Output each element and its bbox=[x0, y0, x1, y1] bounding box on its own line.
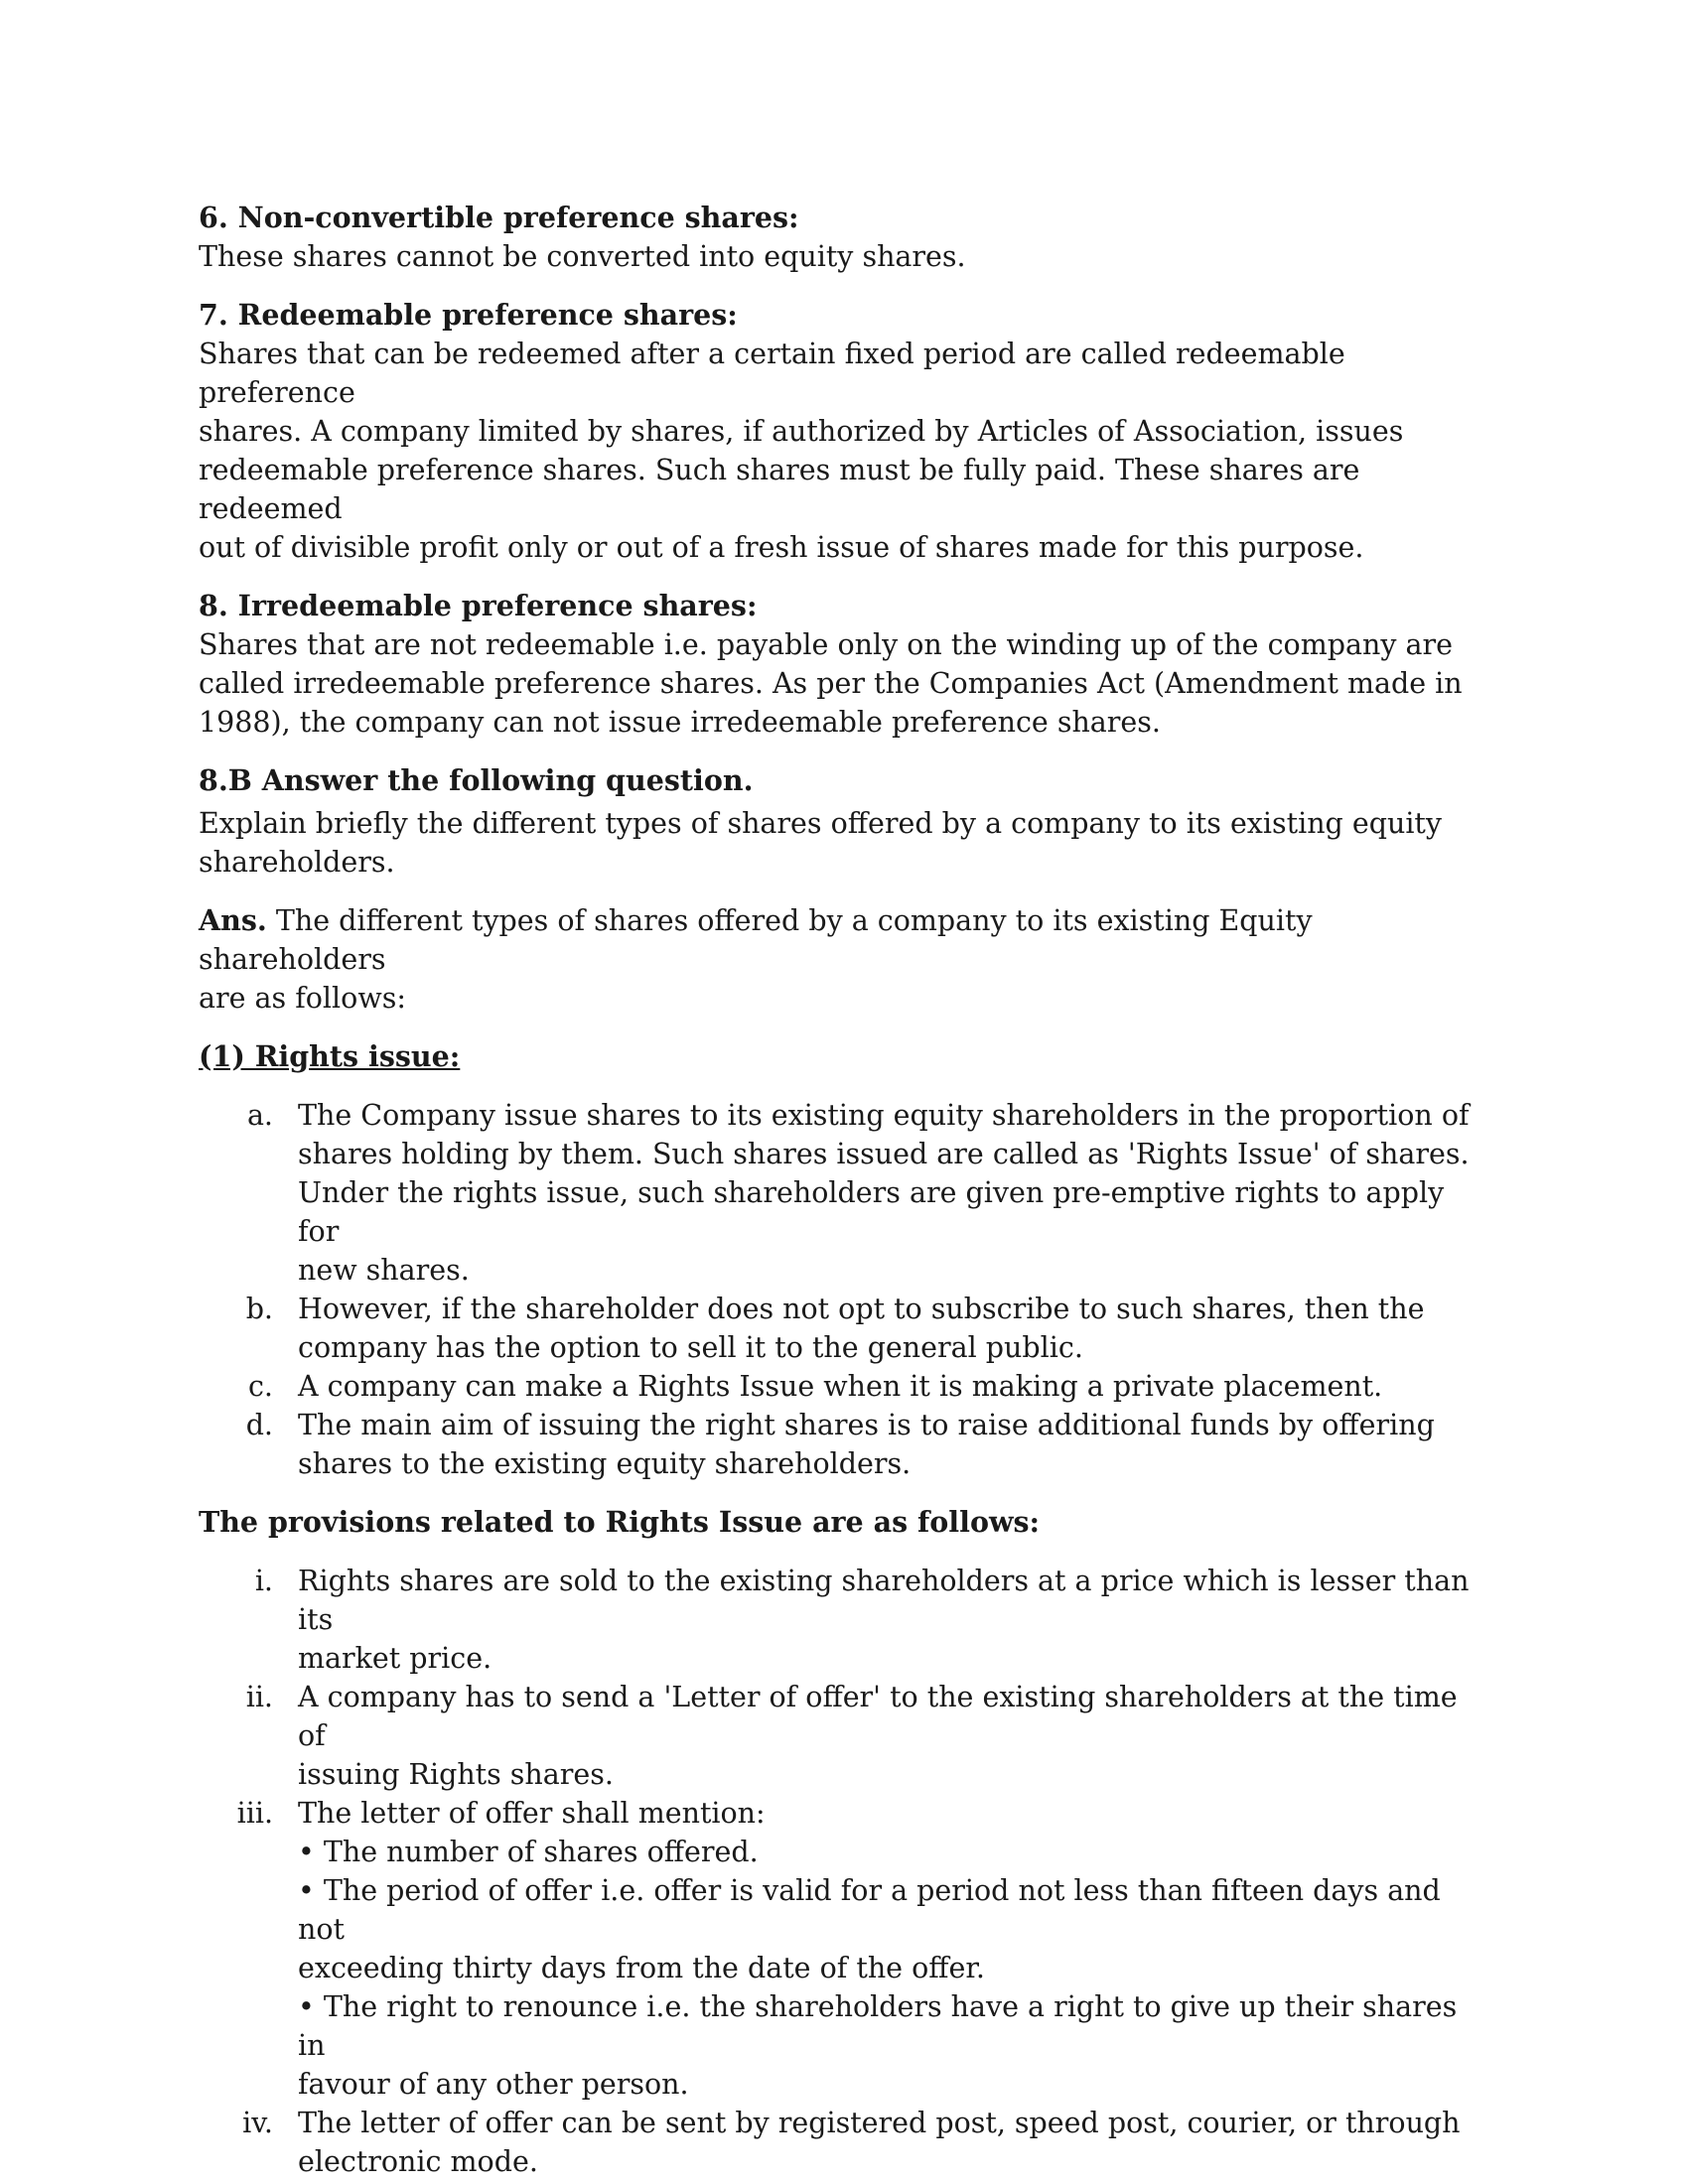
section-heading: 8. Irredeemable preference shares: bbox=[199, 589, 758, 622]
section-body: These shares cannot be converted into equity shares. bbox=[199, 240, 966, 273]
question-text bbox=[199, 804, 1489, 882]
document-page bbox=[199, 199, 1489, 2181]
list-item bbox=[199, 2104, 1489, 2181]
item-line: The letter of offer can be sent by registered post, speed post, courier, or through bbox=[298, 2107, 1461, 2139]
item-line: shares holding by them. Such shares issued are called as 'Rights Issue' of shares. bbox=[298, 1138, 1470, 1170]
provisions-section bbox=[199, 1503, 1489, 2181]
item-line: new shares. bbox=[298, 1254, 470, 1287]
provisions-heading: The provisions related to Rights Issue are as follows: bbox=[199, 1505, 1041, 1539]
list-item bbox=[199, 1562, 1489, 1678]
list-marker: c. bbox=[247, 1370, 273, 1403]
item-line: The Company issue shares to its existing equity shareholders in the proportion of bbox=[298, 1099, 1470, 1132]
section-redeemable bbox=[199, 296, 1489, 567]
body-line: 1988), the company can not issue irredeemable preference shares. bbox=[199, 706, 1161, 739]
list-item bbox=[199, 1406, 1489, 1483]
list-item bbox=[199, 1290, 1489, 1367]
item-line: market price. bbox=[298, 1642, 492, 1675]
answer-intro bbox=[199, 901, 1489, 1018]
body-line: redeemable preference shares. Such shares must be fully paid. These shares are redeemed bbox=[199, 454, 1360, 525]
rights-issue-list bbox=[199, 1096, 1489, 1483]
item-line: Rights shares are sold to the existing shareholders at a price which is lesser than its bbox=[298, 1565, 1470, 1636]
section-body bbox=[199, 335, 1489, 567]
section-heading: 7. Redeemable preference shares: bbox=[199, 298, 738, 332]
list-item bbox=[199, 1794, 1489, 2104]
item-line: • The period of offer i.e. offer is valid for a period not less than fifteen days and not bbox=[298, 1874, 1441, 1946]
list-marker: iv. bbox=[242, 2107, 273, 2139]
body-line: Shares that are not redeemable i.e. payable only on the winding up of the company are bbox=[199, 628, 1453, 661]
item-line: The main aim of issuing the right shares is to raise additional funds by offering bbox=[298, 1409, 1435, 1441]
body-line: called irredeemable preference shares. As per the Companies Act (Amendment made in bbox=[199, 667, 1463, 700]
item-line: electronic mode. bbox=[298, 2145, 538, 2178]
item-line: shares to the existing equity shareholders. bbox=[298, 1447, 912, 1480]
item-line: favour of any other person. bbox=[298, 2068, 689, 2101]
rights-issue-heading: (1) Rights issue: bbox=[199, 1039, 461, 1073]
list-marker: d. bbox=[245, 1409, 273, 1441]
list-marker: i. bbox=[254, 1565, 273, 1597]
question-heading: 8.B Answer the following question. bbox=[199, 763, 754, 797]
list-item bbox=[199, 1678, 1489, 1794]
body-line: Shares that can be redeemed after a certain fixed period are called redeemable preference bbox=[199, 338, 1345, 409]
list-marker: ii. bbox=[245, 1681, 273, 1713]
section-irredeemable bbox=[199, 587, 1489, 742]
answer-label: Ans. bbox=[199, 903, 267, 937]
item-line: • The number of shares offered. bbox=[298, 1836, 759, 1868]
item-line: The letter of offer shall mention: bbox=[298, 1797, 766, 1830]
item-line: Under the rights issue, such shareholders are given pre-emptive rights to apply for bbox=[298, 1176, 1445, 1248]
item-line: exceeding thirty days from the date of the offer. bbox=[298, 1952, 985, 1984]
list-marker: b. bbox=[245, 1293, 273, 1325]
rights-issue-section bbox=[199, 1037, 1489, 1483]
section-non-convertible bbox=[199, 199, 1489, 276]
item-line: A company can make a Rights Issue when it is making a private placement. bbox=[298, 1370, 1383, 1403]
provisions-list bbox=[199, 1562, 1489, 2181]
question-block bbox=[199, 761, 1489, 882]
answer-text: are as follows: bbox=[199, 982, 406, 1015]
list-item bbox=[199, 1096, 1489, 1290]
list-item bbox=[199, 1367, 1489, 1406]
body-line: shares. A company limited by shares, if authorized by Articles of Association, issues bbox=[199, 415, 1404, 448]
question-line: shareholders. bbox=[199, 846, 395, 879]
item-line: A company has to send a 'Letter of offer' to the existing shareholders at the time of bbox=[298, 1681, 1458, 1752]
body-line: out of divisible profit only or out of a fresh issue of shares made for this purpose. bbox=[199, 531, 1364, 564]
item-line: However, if the shareholder does not opt to subscribe to such shares, then the bbox=[298, 1293, 1425, 1325]
item-line: • The right to renounce i.e. the shareholders have a right to give up their shares in bbox=[298, 1990, 1458, 2062]
list-marker: a. bbox=[246, 1099, 273, 1132]
answer-block bbox=[199, 901, 1489, 1018]
list-marker: iii. bbox=[236, 1797, 273, 1830]
question-line: Explain briefly the different types of shares offered by a company to its existing equity bbox=[199, 807, 1442, 840]
item-line: issuing Rights shares. bbox=[298, 1758, 614, 1791]
answer-text: The different types of shares offered by a company to its existing Equity shareholders bbox=[199, 904, 1313, 976]
item-line: company has the option to sell it to the general public. bbox=[298, 1331, 1083, 1364]
section-heading: 6. Non-convertible preference shares: bbox=[199, 201, 799, 234]
section-body bbox=[199, 625, 1489, 742]
